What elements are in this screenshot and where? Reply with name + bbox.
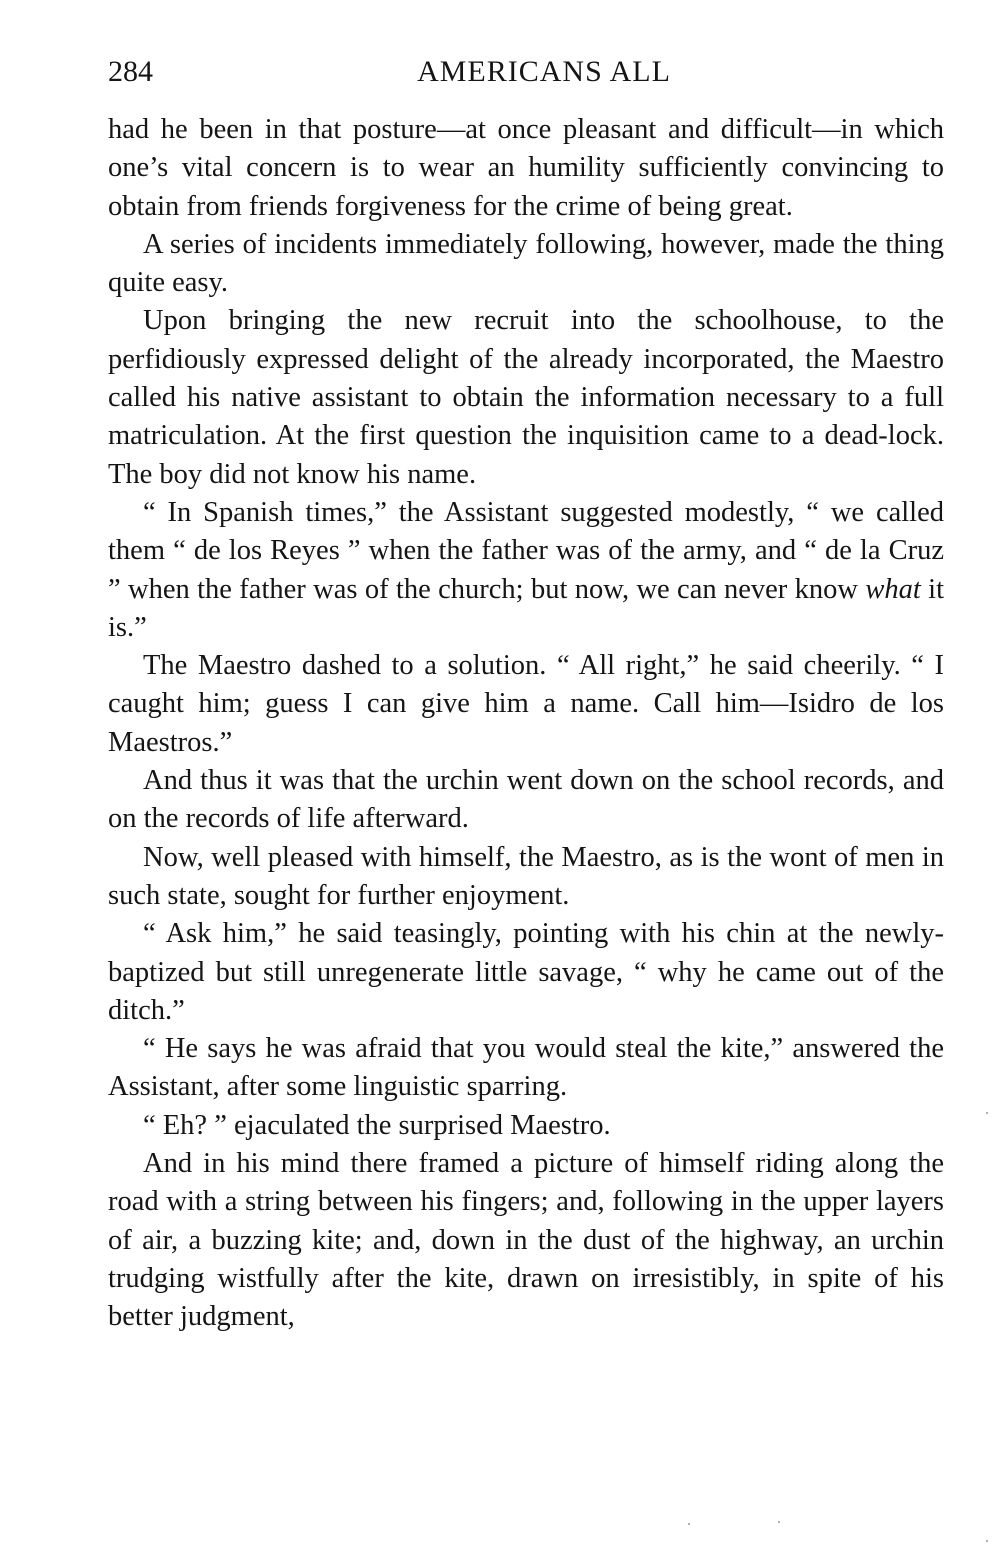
- page-number: 284: [108, 55, 153, 88]
- paragraph: Upon bringing the new recruit into the schoolhouse, to the perfidiously expressed delight of the already incorporated, the Maestro called his native assistant to obtain the information necessary to a full matriculation. At the first question the inquisition came to a dead-lock. The boy did not know his name.: [108, 305, 944, 490]
- paragraph: And in his mind there framed a picture of himself riding along the road with a string between his fingers; and, following in the upper layers of air, a buzzing kite; and, down in the dust of the highway, an urchin trudging wistfully after the kite, drawn on irresistibly, in spite of his better judgment,: [108, 1148, 944, 1333]
- page-header: [108, 52, 944, 92]
- paragraph: “ Eh? ” ejaculated the surprised Maestro.: [143, 1109, 611, 1141]
- paragraph: And thus it was that the urchin went down on the school records, and on the records of life afterward.: [108, 765, 944, 835]
- paragraph: A series of incidents immediately following, however, made the thing quite easy.: [108, 228, 944, 299]
- paragraph: Now, well pleased with himself, the Maestro, as is the wont of men in such state, sought for further enjoyment.: [108, 841, 944, 911]
- scan-speck: [778, 1521, 780, 1523]
- text-run: it is.”: [108, 573, 944, 643]
- paragraph: “ He says he was afraid that you would steal the kite,” answered the Assistant, after some linguistic sparring.: [108, 1033, 944, 1103]
- scan-speck: [986, 1112, 988, 1114]
- paragraph: The Maestro dashed to a solution. “ All right,” he said cheerily. “ I caught him; guess I can give him a name. Call him—Isidro de los Maestros.”: [108, 650, 944, 758]
- body-text: [108, 111, 944, 1337]
- text-run: “ In Spanish times,” the Assistant suggested modestly, “ we called them “ de los Reyes ” when the father was of the army, and “ de la Cruz ” when the father was of the church; but now, we can never know: [108, 496, 944, 605]
- paragraph-assistant-names: [108, 494, 944, 647]
- scan-speck: [688, 1523, 690, 1525]
- paragraph-continuation: had he been in that posture—at once pleasant and difficult—in which one’s vital concern is to wear an humility sufficiently convincing to obtain from friends forgiveness for the crime of being great.: [108, 114, 944, 222]
- emphasized-word: what: [865, 573, 921, 605]
- running-title: AMERICANS ALL: [417, 55, 671, 88]
- paragraph: “ Ask him,” he said teasingly, pointing with his chin at the newly-baptized but still unregenerate little savage, “ why he came out of the ditch.”: [108, 918, 944, 1026]
- scan-speck: [986, 1540, 988, 1542]
